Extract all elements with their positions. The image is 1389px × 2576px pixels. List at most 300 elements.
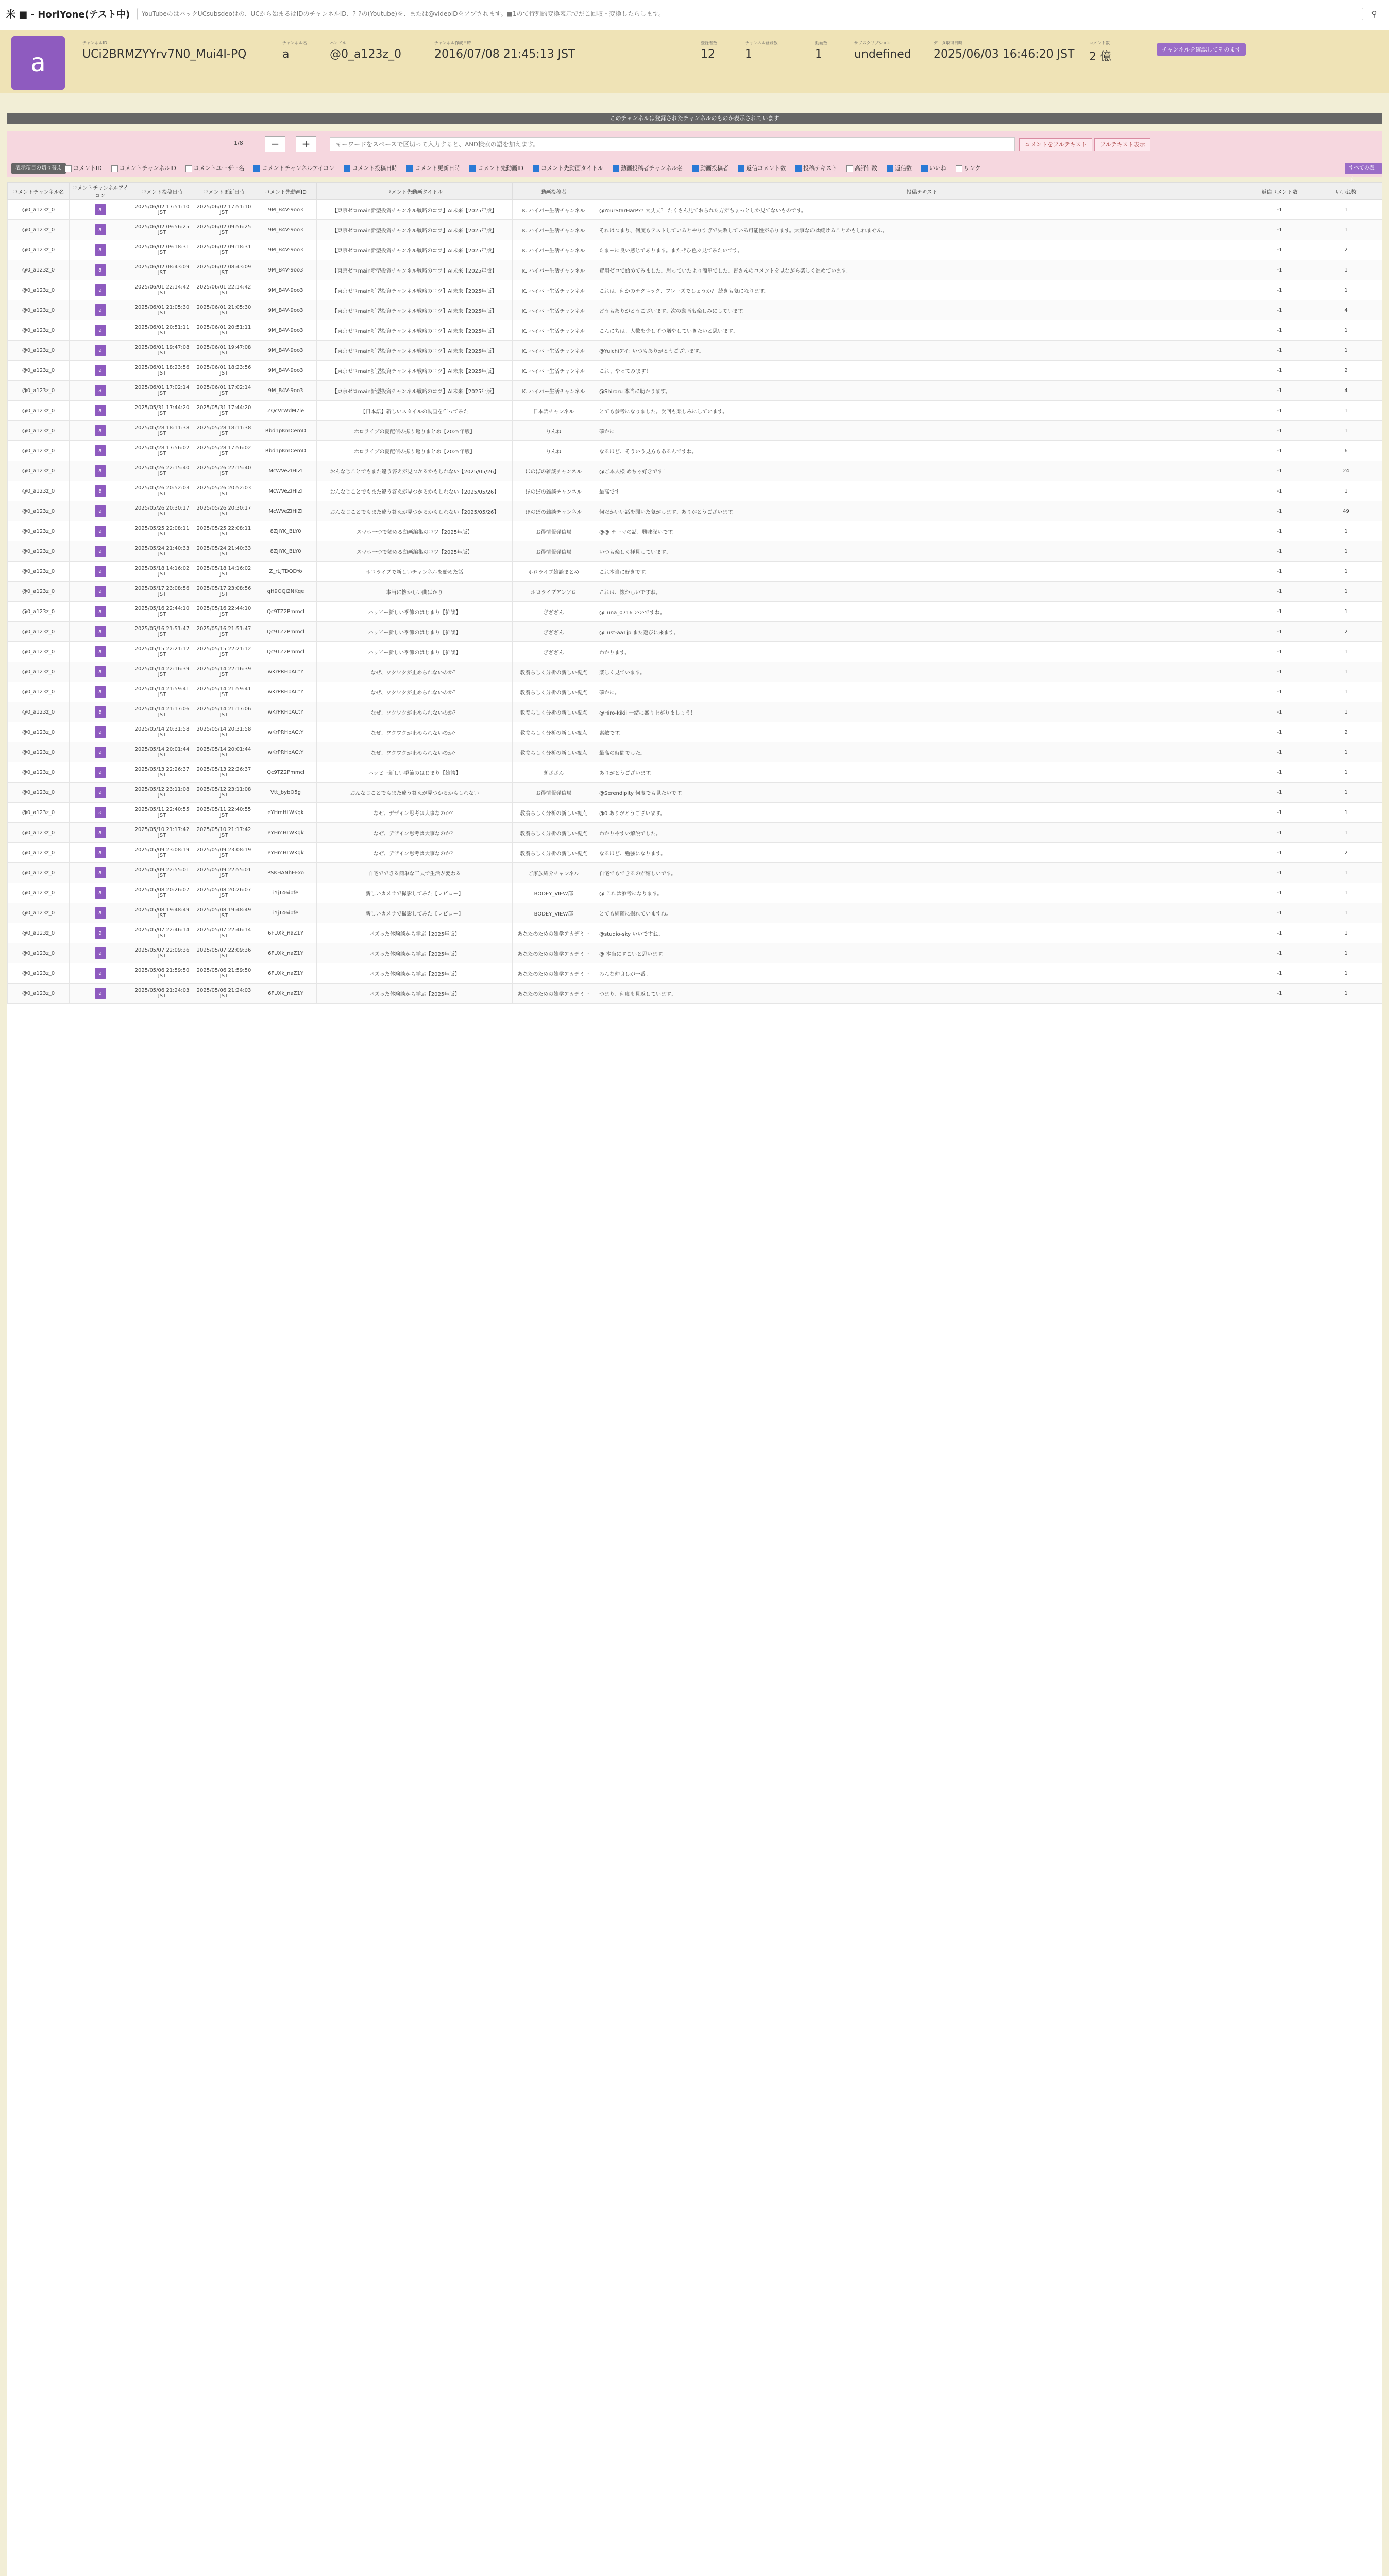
comment-text-cell: 最高です — [595, 481, 1249, 501]
like-count-cell: 1 — [1310, 783, 1382, 803]
table-row[interactable] — [8, 903, 1382, 923]
column-checkbox[interactable] — [738, 162, 786, 175]
column-header[interactable]: 返信コメント数 — [1249, 183, 1310, 200]
checkbox-icon[interactable] — [738, 165, 744, 172]
video-id-cell[interactable]: iYjT46ibfe — [255, 903, 317, 923]
video-title-cell[interactable]: バズった体験談から学ぶ【2025年版】 — [317, 943, 513, 963]
reply-count-cell: -1 — [1249, 341, 1310, 361]
video-id-cell[interactable]: 8ZjlYK_BLY0 — [255, 541, 317, 562]
column-checkbox[interactable] — [185, 162, 245, 175]
video-owner-cell: 教養らしく分析の新しい視点 — [513, 843, 595, 863]
column-checkbox[interactable] — [469, 162, 523, 175]
video-title-cell[interactable]: おんなじことでもまた違う答えが見つかるかもしれない【2025/05/26】 — [317, 461, 513, 481]
updated-date-cell: 2025/06/01 19:47:08 JST — [193, 341, 255, 361]
video-title-cell[interactable]: 【東京ゼロmain新型投資チャンネル戦略のコツ】AI未来【2025年版】 — [317, 200, 513, 220]
like-count-cell: 1 — [1310, 200, 1382, 220]
avatar[interactable]: a — [95, 204, 106, 215]
video-id-cell[interactable]: Vtt_bybO5g — [255, 783, 317, 803]
video-title-cell[interactable]: おんなじことでもまた違う答えが見つかるかもしれない【2025/05/26】 — [317, 501, 513, 521]
video-id-cell[interactable]: Rbd1pKmCemD — [255, 421, 317, 441]
comment-user-cell: @0_a123z_0 — [8, 963, 70, 984]
table-row[interactable] — [8, 742, 1382, 762]
comment-icon-cell — [70, 461, 131, 481]
video-title-cell[interactable]: 【東京ゼロmain新型投資チャンネル戦略のコツ】AI未来【2025年版】 — [317, 381, 513, 401]
video-title-cell[interactable]: 本当に懐かしい曲ばかり — [317, 582, 513, 602]
reply-count-cell: -1 — [1249, 220, 1310, 240]
table-row[interactable] — [8, 642, 1382, 662]
video-title-cell[interactable]: ホロライブの夏配信の振り返りまとめ【2025年版】 — [317, 421, 513, 441]
column-header[interactable]: コメント更新日時 — [193, 183, 255, 200]
avatar[interactable]: a — [95, 425, 106, 436]
video-title-cell[interactable]: ホロライブの夏配信の振り返りまとめ【2025年版】 — [317, 441, 513, 461]
column-header[interactable]: 動画投稿者 — [513, 183, 595, 200]
table-row[interactable] — [8, 582, 1382, 602]
view-channel-button[interactable]: チャンネルを確認してそのます — [1157, 43, 1246, 56]
updated-date-cell: 2025/05/06 21:59:50 JST — [193, 963, 255, 984]
checkbox-icon[interactable] — [469, 165, 476, 172]
reply-count-cell: -1 — [1249, 923, 1310, 943]
avatar[interactable]: a — [95, 887, 106, 899]
comment-icon-cell — [70, 943, 131, 963]
video-title-cell[interactable]: なぜ、ワクワクが止められないのか？ — [317, 702, 513, 722]
table-row[interactable] — [8, 783, 1382, 803]
video-title-cell[interactable]: なぜ、ワクワクが止められないのか？ — [317, 742, 513, 762]
video-title-cell[interactable]: 【東京ゼロmain新型投資チャンネル戦略のコツ】AI未来【2025年版】 — [317, 320, 513, 341]
table-row[interactable] — [8, 923, 1382, 943]
posted-date-cell: 2025/05/14 21:17:06 JST — [131, 702, 193, 722]
video-id-cell[interactable]: 9M_B4V-9oo3 — [255, 300, 317, 320]
video-title-cell[interactable]: おんなじことでもまた違う答えが見つかるかもしれない【2025/05/26】 — [317, 481, 513, 501]
table-row[interactable] — [8, 320, 1382, 341]
comment-user-cell: @0_a123z_0 — [8, 421, 70, 441]
checkbox-icon[interactable] — [111, 165, 118, 172]
column-checkbox-label: リンク — [963, 165, 981, 172]
avatar[interactable]: a — [95, 244, 106, 256]
table-row[interactable] — [8, 622, 1382, 642]
comment-user-cell: @0_a123z_0 — [8, 642, 70, 662]
video-id-cell[interactable]: eYHmHLWKgk — [255, 803, 317, 823]
updated-date-cell: 2025/05/08 19:48:49 JST — [193, 903, 255, 923]
avatar[interactable]: a — [95, 325, 106, 336]
column-checkbox-label: コメント投稿日時 — [352, 165, 398, 172]
full-text-toggle[interactable]: フルテキスト表示 — [1094, 138, 1150, 151]
comment-user-cell: @0_a123z_0 — [8, 602, 70, 622]
column-checkbox[interactable] — [692, 162, 729, 175]
video-id-cell[interactable]: wKrPRHbACtY — [255, 722, 317, 742]
column-checkbox[interactable] — [956, 162, 981, 175]
avatar: a — [11, 36, 65, 90]
video-id-cell[interactable]: 9M_B4V-9oo3 — [255, 260, 317, 280]
like-count-cell: 1 — [1310, 984, 1382, 1004]
comment-text-cell: @Serendipity 何度でも見たいです。 — [595, 783, 1249, 803]
comment-user-cell: @0_a123z_0 — [8, 984, 70, 1004]
video-id-cell[interactable]: eYHmHLWKgk — [255, 823, 317, 843]
video-id-cell[interactable]: 9M_B4V-9oo3 — [255, 220, 317, 240]
like-count-cell: 1 — [1310, 803, 1382, 823]
column-checkbox[interactable] — [846, 162, 877, 175]
table-row[interactable] — [8, 984, 1382, 1004]
reply-count-cell: -1 — [1249, 260, 1310, 280]
comment-icon-cell — [70, 722, 131, 742]
table-row[interactable] — [8, 702, 1382, 722]
avatar[interactable]: a — [95, 666, 106, 677]
video-title-cell[interactable]: 【日本語】新しいスタイルの動画を作ってみた — [317, 401, 513, 421]
column-checkbox[interactable] — [253, 162, 334, 175]
video-id-cell[interactable]: 9M_B4V-9oo3 — [255, 280, 317, 300]
table-row[interactable] — [8, 762, 1382, 783]
checkbox-icon[interactable] — [406, 165, 413, 172]
column-checkbox[interactable] — [111, 162, 176, 175]
avatar[interactable]: a — [95, 907, 106, 919]
avatar[interactable]: a — [95, 807, 106, 818]
avatar[interactable]: a — [95, 345, 106, 356]
reply-count-cell: -1 — [1249, 963, 1310, 984]
avatar[interactable]: a — [95, 365, 106, 376]
video-id-cell[interactable]: ZQcVrWdM7le — [255, 401, 317, 421]
table-row[interactable] — [8, 461, 1382, 481]
video-owner-cell: K. ハイパー生活チャンネル — [513, 200, 595, 220]
comment-icon-cell — [70, 521, 131, 541]
table-row[interactable] — [8, 341, 1382, 361]
table-row[interactable] — [8, 521, 1382, 541]
checkbox-icon[interactable] — [613, 165, 619, 172]
video-id-cell[interactable]: wKrPRHbACtY — [255, 662, 317, 682]
video-title-cell[interactable]: おんなじことでもまた違う答えが見つかるかもしれない — [317, 783, 513, 803]
column-checkbox[interactable] — [795, 162, 837, 175]
column-checkbox[interactable] — [921, 162, 946, 175]
video-title-cell[interactable]: スマホ一つで始める動画編集のコツ【2025年版】 — [317, 521, 513, 541]
avatar[interactable]: a — [95, 485, 106, 497]
comment-icon-cell — [70, 903, 131, 923]
table-row[interactable] — [8, 501, 1382, 521]
column-checkbox-label: コメントチャンネルID — [119, 165, 176, 172]
video-id-cell[interactable]: Rbd1pKmCemD — [255, 441, 317, 461]
profile-field-subscribers: 登録者数 12 — [701, 41, 717, 61]
column-checkbox[interactable] — [613, 162, 683, 175]
comment-icon-cell — [70, 984, 131, 1004]
comment-icon-cell — [70, 883, 131, 903]
column-checkbox[interactable] — [65, 162, 102, 175]
video-owner-cell: K. ハイパー生活チャンネル — [513, 361, 595, 381]
column-header[interactable]: コメント投稿日時 — [131, 183, 193, 200]
video-title-cell[interactable]: ハッピー新しい季節のはじまり【雑談】 — [317, 602, 513, 622]
comment-icon-cell — [70, 300, 131, 320]
avatar[interactable]: a — [95, 304, 106, 316]
posted-date-cell: 2025/06/02 08:43:09 JST — [131, 260, 193, 280]
checkbox-icon[interactable] — [185, 165, 192, 172]
comment-text-cell: それはつまり、何度もテストしているとやりすぎで失敗している可能性があります。大事なのは続けることかもしれません。 — [595, 220, 1249, 240]
table-row[interactable] — [8, 682, 1382, 702]
show-all-button[interactable]: すべての表示 — [1345, 163, 1382, 174]
video-title-cell[interactable]: なぜ、ワクワクが止められないのか？ — [317, 722, 513, 742]
avatar[interactable]: a — [95, 566, 106, 577]
avatar[interactable]: a — [95, 827, 106, 838]
increase-button[interactable]: + — [296, 136, 316, 152]
avatar[interactable]: a — [95, 968, 106, 979]
wrap-text-toggle[interactable]: コメントをフルテキスト — [1019, 138, 1092, 151]
checkbox-icon[interactable] — [795, 165, 802, 172]
avatar[interactable]: a — [95, 747, 106, 758]
video-id-cell[interactable]: McWVeZIHIZI — [255, 481, 317, 501]
video-id-cell[interactable]: 6FUXk_naZ1Y — [255, 963, 317, 984]
checkbox-icon[interactable] — [887, 165, 893, 172]
avatar[interactable]: a — [95, 767, 106, 778]
video-id-cell[interactable]: McWVeZIHIZI — [255, 501, 317, 521]
video-owner-cell: あなたのための雑学アカデミー — [513, 943, 595, 963]
video-id-cell[interactable]: 6FUXk_naZ1Y — [255, 984, 317, 1004]
avatar[interactable]: a — [95, 224, 106, 235]
search-input[interactable] — [137, 8, 1363, 20]
video-owner-cell: お得情報発信局 — [513, 521, 595, 541]
comment-text-cell: とても綺麗に撮れていますね。 — [595, 903, 1249, 923]
table-row[interactable] — [8, 401, 1382, 421]
table-row[interactable] — [8, 361, 1382, 381]
video-id-cell[interactable]: PSKHANhEFxo — [255, 863, 317, 883]
avatar[interactable]: a — [95, 405, 106, 416]
video-id-cell[interactable]: Qc9TZ2Pmmcl — [255, 622, 317, 642]
avatar[interactable]: a — [95, 847, 106, 858]
comment-text-cell: つまり、何度も見返しています。 — [595, 984, 1249, 1004]
posted-date-cell: 2025/05/24 21:40:33 JST — [131, 541, 193, 562]
video-title-cell[interactable]: なぜ、デザイン思考は大事なのか？ — [317, 843, 513, 863]
checkbox-icon[interactable] — [921, 165, 928, 172]
table-row[interactable] — [8, 280, 1382, 300]
table-header-row — [8, 183, 1382, 200]
avatar[interactable]: a — [95, 947, 106, 959]
posted-date-cell: 2025/05/26 20:30:17 JST — [131, 501, 193, 521]
posted-date-cell: 2025/06/01 20:51:11 JST — [131, 320, 193, 341]
column-header[interactable]: コメント先動画ID — [255, 183, 317, 200]
table-row[interactable] — [8, 602, 1382, 622]
table-row[interactable] — [8, 441, 1382, 461]
video-id-cell[interactable]: wKrPRHbACtY — [255, 702, 317, 722]
column-checkbox[interactable] — [533, 162, 603, 175]
video-id-cell[interactable]: iYjT46ibfe — [255, 883, 317, 903]
comment-user-cell: @0_a123z_0 — [8, 381, 70, 401]
table-row[interactable] — [8, 843, 1382, 863]
comment-text-cell: @ 本当にすごいと思います。 — [595, 943, 1249, 963]
comment-icon-cell — [70, 200, 131, 220]
comment-text-cell: @YourStarHarP?? 大丈夫？ たくさん見ておられた方がちょっとしか見てないものです。 — [595, 200, 1249, 220]
updated-date-cell: 2025/05/26 22:15:40 JST — [193, 461, 255, 481]
video-id-cell[interactable]: gH9OQi2NKge — [255, 582, 317, 602]
comment-icon-cell — [70, 803, 131, 823]
comment-text-cell: @Hiro-kikii 一緒に盛り上がりましょう！ — [595, 702, 1249, 722]
updated-date-cell: 2025/05/16 22:44:10 JST — [193, 602, 255, 622]
video-title-cell[interactable]: 【東京ゼロmain新型投資チャンネル戦略のコツ】AI未来【2025年版】 — [317, 260, 513, 280]
posted-date-cell: 2025/05/12 23:11:08 JST — [131, 783, 193, 803]
video-title-cell[interactable]: 新しいカメラで撮影してみた【レビュー】 — [317, 883, 513, 903]
video-title-cell[interactable]: 新しいカメラで撮影してみた【レビュー】 — [317, 903, 513, 923]
video-title-cell[interactable]: ハッピー新しい季節のはじまり【雑談】 — [317, 762, 513, 783]
video-owner-cell: お得情報発信局 — [513, 783, 595, 803]
checkbox-icon[interactable] — [344, 165, 350, 172]
column-header[interactable]: 投稿テキスト — [595, 183, 1249, 200]
table-row[interactable] — [8, 200, 1382, 220]
video-title-cell[interactable]: ハッピー新しい季節のはじまり【雑談】 — [317, 642, 513, 662]
table-row[interactable] — [8, 823, 1382, 843]
video-id-cell[interactable]: 9M_B4V-9oo3 — [255, 341, 317, 361]
video-id-cell[interactable]: Qc9TZ2Pmmcl — [255, 642, 317, 662]
video-title-cell[interactable]: 自宅でできる簡単な工夫で生活が変わる — [317, 863, 513, 883]
like-count-cell: 1 — [1310, 260, 1382, 280]
posted-date-cell: 2025/05/15 22:21:12 JST — [131, 642, 193, 662]
comment-icon-cell — [70, 843, 131, 863]
checkbox-icon[interactable] — [846, 165, 853, 172]
video-id-cell[interactable]: wKrPRHbACtY — [255, 742, 317, 762]
updated-date-cell: 2025/06/02 08:43:09 JST — [193, 260, 255, 280]
comment-text-cell: 確かに。 — [595, 682, 1249, 702]
column-header[interactable]: いいね数 — [1310, 183, 1382, 200]
columns-toggle-button[interactable]: 表示項目の切り替え — [11, 163, 66, 174]
video-id-cell[interactable]: McWVeZIHIZI — [255, 461, 317, 481]
avatar[interactable]: a — [95, 505, 106, 517]
table-row[interactable] — [8, 963, 1382, 984]
avatar[interactable]: a — [95, 385, 106, 396]
video-title-cell[interactable]: ハッピー新しい季節のはじまり【雑談】 — [317, 622, 513, 642]
video-owner-cell: K. ハイパー生活チャンネル — [513, 320, 595, 341]
video-title-cell[interactable]: 【東京ゼロmain新型投資チャンネル戦略のコツ】AI未来【2025年版】 — [317, 220, 513, 240]
column-header[interactable]: コメントチャンネルアイコン — [70, 183, 131, 200]
filter-input[interactable] — [330, 137, 1015, 151]
video-title-cell[interactable]: 【東京ゼロmain新型投資チャンネル戦略のコツ】AI未来【2025年版】 — [317, 341, 513, 361]
avatar[interactable]: a — [95, 646, 106, 657]
video-id-cell[interactable]: wKrPRHbACtY — [255, 682, 317, 702]
comment-icon-cell — [70, 341, 131, 361]
table-row[interactable] — [8, 220, 1382, 240]
video-title-cell[interactable]: スマホ一つで始める動画編集のコツ【2025年版】 — [317, 541, 513, 562]
video-owner-cell: 教養らしく分析の新しい視点 — [513, 803, 595, 823]
table-row[interactable] — [8, 722, 1382, 742]
table-row[interactable] — [8, 421, 1382, 441]
reply-count-cell: -1 — [1249, 642, 1310, 662]
filter-controls — [7, 131, 1382, 182]
reply-count-cell: -1 — [1249, 441, 1310, 461]
table-row[interactable] — [8, 662, 1382, 682]
comment-user-cell: @0_a123z_0 — [8, 923, 70, 943]
avatar[interactable]: a — [95, 284, 106, 296]
video-title-cell[interactable]: ホロライブで新しいチャンネルを始めた話 — [317, 562, 513, 582]
updated-date-cell: 2025/05/07 22:09:36 JST — [193, 943, 255, 963]
avatar[interactable]: a — [95, 927, 106, 939]
video-id-cell[interactable]: Qc9TZ2Pmmcl — [255, 602, 317, 622]
video-owner-cell: ホロライブアンソロ — [513, 582, 595, 602]
column-checkbox[interactable] — [406, 162, 460, 175]
avatar[interactable]: a — [95, 988, 106, 999]
updated-date-cell: 2025/05/15 22:21:12 JST — [193, 642, 255, 662]
video-id-cell[interactable]: 6FUXk_naZ1Y — [255, 923, 317, 943]
decrease-button[interactable]: − — [265, 136, 285, 152]
video-title-cell[interactable]: なぜ、デザイン思考は大事なのか？ — [317, 823, 513, 843]
avatar[interactable]: a — [95, 546, 106, 557]
comment-user-cell: @0_a123z_0 — [8, 622, 70, 642]
avatar[interactable]: a — [95, 586, 106, 597]
avatar[interactable]: a — [95, 526, 106, 537]
notice-bar: このチャンネルは登録されたチャンネルのものが表示されています — [7, 113, 1382, 124]
search-icon[interactable]: ⚲ — [1366, 8, 1382, 20]
like-count-cell: 1 — [1310, 762, 1382, 783]
profile-field-channel-name: チャンネル名 a — [282, 41, 307, 61]
avatar[interactable]: a — [95, 726, 106, 738]
video-title-cell[interactable]: バズった体験談から学ぶ【2025年版】 — [317, 984, 513, 1004]
table-row[interactable] — [8, 260, 1382, 280]
table-row[interactable] — [8, 300, 1382, 320]
video-id-cell[interactable]: 9M_B4V-9oo3 — [255, 320, 317, 341]
table-row[interactable] — [8, 381, 1382, 401]
video-title-cell[interactable]: 【東京ゼロmain新型投資チャンネル戦略のコツ】AI未来【2025年版】 — [317, 361, 513, 381]
table-row[interactable] — [8, 481, 1382, 501]
video-title-cell[interactable]: なぜ、ワクワクが止められないのか？ — [317, 662, 513, 682]
avatar[interactable]: a — [95, 264, 106, 276]
video-id-cell[interactable]: eYHmHLWKgk — [255, 843, 317, 863]
comment-user-cell: @0_a123z_0 — [8, 401, 70, 421]
checkbox-icon[interactable] — [533, 165, 539, 172]
video-id-cell[interactable]: Z_rLjTDQDYo — [255, 562, 317, 582]
table-row[interactable] — [8, 863, 1382, 883]
video-title-cell[interactable]: なぜ、デザイン思考は大事なのか？ — [317, 803, 513, 823]
checkbox-icon[interactable] — [253, 165, 260, 172]
reply-count-cell: -1 — [1249, 521, 1310, 541]
video-id-cell[interactable]: 9M_B4V-9oo3 — [255, 361, 317, 381]
video-title-cell[interactable]: なぜ、ワクワクが止められないのか？ — [317, 682, 513, 702]
video-id-cell[interactable]: 9M_B4V-9oo3 — [255, 381, 317, 401]
app-title: 米 ■ - HoriYone(テスト中) — [6, 9, 130, 20]
video-id-cell[interactable]: 6FUXk_naZ1Y — [255, 943, 317, 963]
posted-date-cell: 2025/05/07 22:09:36 JST — [131, 943, 193, 963]
video-title-cell[interactable]: バズった体験談から学ぶ【2025年版】 — [317, 923, 513, 943]
avatar[interactable]: a — [95, 867, 106, 878]
checkbox-icon[interactable] — [65, 165, 72, 172]
comment-text-cell: わかります。 — [595, 642, 1249, 662]
column-checkbox[interactable] — [344, 162, 397, 175]
avatar[interactable]: a — [95, 465, 106, 477]
avatar[interactable]: a — [95, 445, 106, 456]
column-header[interactable]: コメント先動画タイトル — [317, 183, 513, 200]
posted-date-cell: 2025/05/06 21:59:50 JST — [131, 963, 193, 984]
checkbox-icon[interactable] — [956, 165, 962, 172]
avatar[interactable]: a — [95, 706, 106, 718]
table-row[interactable] — [8, 803, 1382, 823]
comment-user-cell: @0_a123z_0 — [8, 220, 70, 240]
column-checkbox[interactable] — [887, 162, 912, 175]
video-title-cell[interactable]: 【東京ゼロmain新型投資チャンネル戦略のコツ】AI未来【2025年版】 — [317, 300, 513, 320]
video-title-cell[interactable]: 【東京ゼロmain新型投資チャンネル戦略のコツ】AI未来【2025年版】 — [317, 240, 513, 260]
table-row[interactable] — [8, 883, 1382, 903]
video-title-cell[interactable]: 【東京ゼロmain新型投資チャンネル戦略のコツ】AI未来【2025年版】 — [317, 280, 513, 300]
video-title-cell[interactable]: バズった体験談から学ぶ【2025年版】 — [317, 963, 513, 984]
video-id-cell[interactable]: 9M_B4V-9oo3 — [255, 200, 317, 220]
table-row[interactable] — [8, 541, 1382, 562]
table-row[interactable] — [8, 943, 1382, 963]
posted-date-cell: 2025/05/25 22:08:11 JST — [131, 521, 193, 541]
like-count-cell: 2 — [1310, 843, 1382, 863]
avatar[interactable]: a — [95, 606, 106, 617]
avatar[interactable]: a — [95, 686, 106, 698]
avatar[interactable]: a — [95, 787, 106, 798]
comment-icon-cell — [70, 381, 131, 401]
comment-text-cell: わかりやすい解説でした。 — [595, 823, 1249, 843]
video-id-cell[interactable]: 9M_B4V-9oo3 — [255, 240, 317, 260]
avatar[interactable]: a — [95, 626, 106, 637]
table-row[interactable] — [8, 562, 1382, 582]
table-row[interactable] — [8, 240, 1382, 260]
posted-date-cell: 2025/05/09 23:08:19 JST — [131, 843, 193, 863]
updated-date-cell: 2025/05/31 17:44:20 JST — [193, 401, 255, 421]
video-id-cell[interactable]: 8ZjlYK_BLY0 — [255, 521, 317, 541]
column-header[interactable]: コメントチャンネル名 — [8, 183, 70, 200]
checkbox-icon[interactable] — [692, 165, 699, 172]
video-id-cell[interactable]: Qc9TZ2Pmmcl — [255, 762, 317, 783]
